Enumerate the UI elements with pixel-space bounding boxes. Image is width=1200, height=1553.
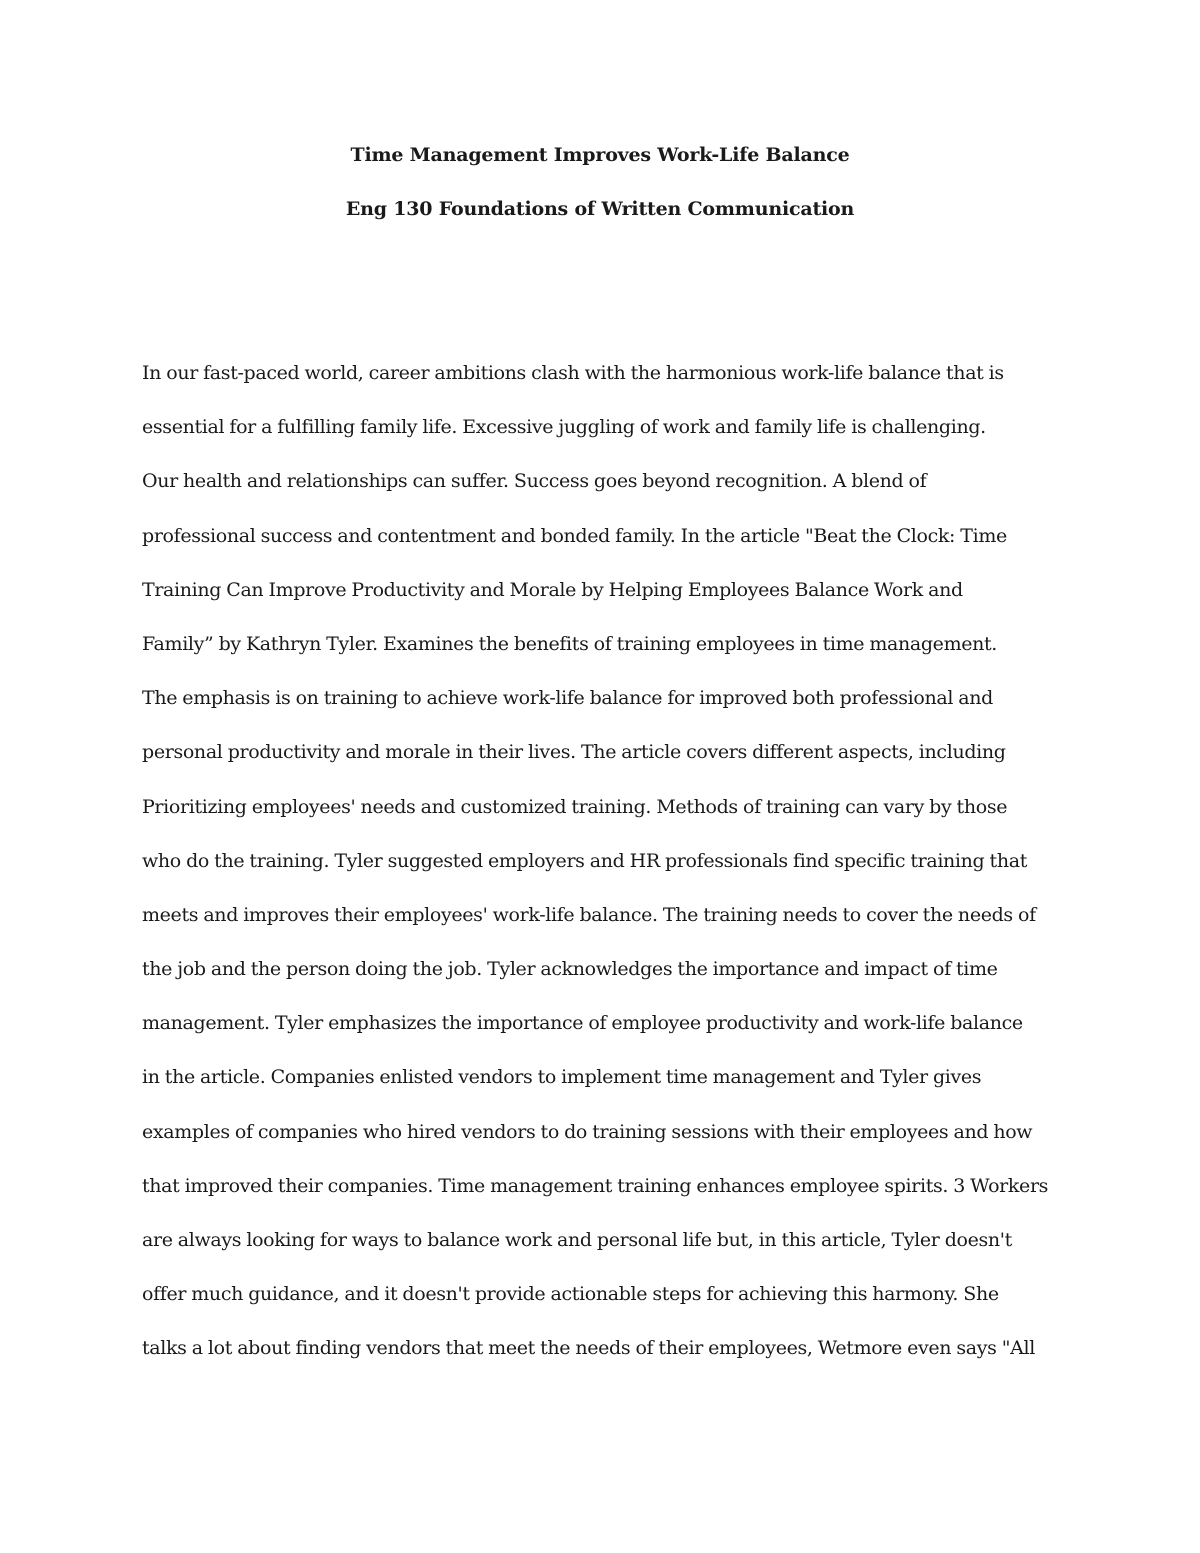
body-line: are always looking for ways to balance work and personal life but, in this article, Tyler doesn't <box>142 1229 1012 1251</box>
body-line: offer much guidance, and it doesn't provide actionable steps for achieving this harmony. She <box>142 1283 999 1306</box>
body-line: personal productivity and morale in their lives. The article covers different aspects, including <box>142 741 1006 764</box>
body-line: The emphasis is on training to achieve work-life balance for improved both professional and <box>142 687 993 710</box>
course-title: Eng 130 Foundations of Written Communication <box>345 198 855 220</box>
body-line: management. Tyler emphasizes the importance of employee productivity and work-life balance <box>142 1012 1023 1035</box>
body-line: essential for a fulfilling family life. Excessive juggling of work and family life is challenging. <box>142 416 986 439</box>
body-line: Prioritizing employees' needs and customized training. Methods of training can vary by those <box>142 795 1008 818</box>
body-line: meets and improves their employees' work-life balance. The training needs to cover the needs of <box>142 903 1036 926</box>
body-line: Training Can Improve Productivity and Morale by Helping Employees Balance Work and <box>142 578 963 601</box>
body-line: who do the training. Tyler suggested employers and HR professionals find specific training that <box>142 849 1027 872</box>
body-line: Family” by Kathryn Tyler. Examines the benefits of training employees in time management. <box>142 632 997 655</box>
body-line: in the article. Companies enlisted vendors to implement time management and Tyler gives <box>142 1066 982 1089</box>
body-paragraph <box>142 358 1072 1388</box>
body-line: that improved their companies. Time management training enhances employee spirits. 3 Workers <box>142 1174 1049 1197</box>
body-line: talks a lot about finding vendors that meet the needs of their employees, Wetmore even says "All <box>142 1337 1035 1360</box>
body-line: In our fast-paced world, career ambitions clash with the harmonious work-life balance that is <box>142 362 1004 384</box>
body-line: Our health and relationships can suffer. Success goes beyond recognition. A blend of <box>142 470 927 493</box>
body-line: professional success and contentment and bonded family. In the article "Beat the Clock: Time <box>142 524 1007 547</box>
body-line: examples of companies who hired vendors to do training sessions with their employees and how <box>142 1120 1033 1143</box>
document-title: Time Management Improves Work-Life Balance <box>350 144 850 166</box>
body-line: the job and the person doing the job. Tyler acknowledges the importance and impact of time <box>142 958 998 981</box>
